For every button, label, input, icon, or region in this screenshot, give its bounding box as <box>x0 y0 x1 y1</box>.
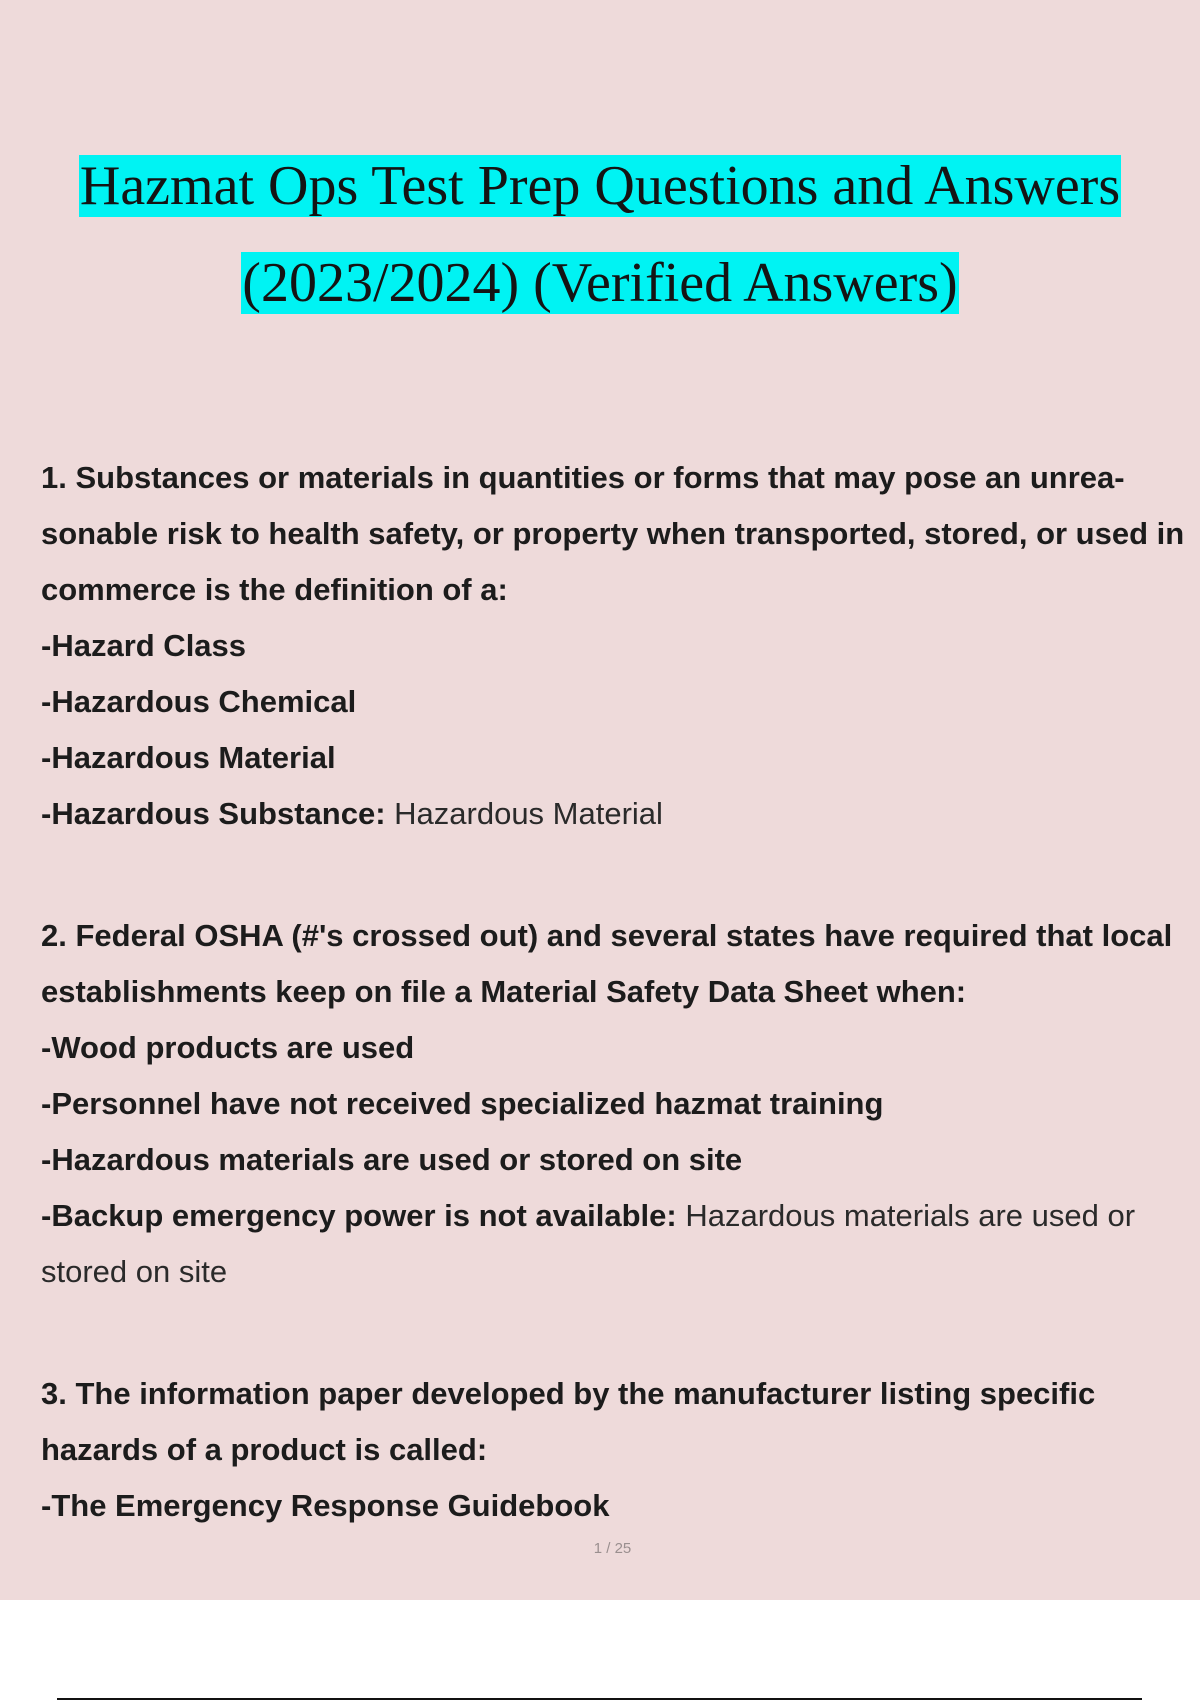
document-title <box>0 138 1200 332</box>
question-text: 3. The information paper developed by the manufacturer listing specific hazards of a product is called: <box>41 1376 1096 1467</box>
title-line-1: Hazmat Ops Test Prep Questions and Answers <box>79 155 1121 217</box>
answer-option: -Hazardous Substance: <box>41 796 386 831</box>
answer-option: -Wood products are used <box>41 1030 415 1065</box>
answer-option: -The Emergency Response Guidebook <box>41 1488 610 1523</box>
last-option-with-answer <box>41 1188 1191 1300</box>
correct-answer: Hazardous Material <box>394 796 663 831</box>
last-option-with-answer <box>41 786 1191 842</box>
question-block-2 <box>41 908 1191 1300</box>
question-text: 1. Substances or materials in quantities or forms that may pose an unrea-sonable risk to health safety, or property when transported, stored, or used in commerce is the definition of a: <box>41 460 1185 607</box>
question-text: 2. Federal OSHA (#'s crossed out) and several states have required that local establishments keep on file a Material Safety Data Sheet when: <box>41 918 1173 1009</box>
answer-option: -Personnel have not received specialized hazmat training <box>41 1086 884 1121</box>
question-block-1 <box>41 450 1191 842</box>
page-indicator: 1 / 25 <box>593 1540 632 1557</box>
title-line-2: (2023/2024) (Verified Answers) <box>242 252 958 314</box>
answer-option: -Backup emergency power is not available: <box>41 1198 677 1233</box>
correct-answer: Hazardous materials are used or stored on site <box>41 1198 1136 1289</box>
answer-option: -Hazardous materials are used or stored on site <box>41 1142 743 1177</box>
answer-option: -Hazard Class <box>41 628 247 663</box>
answer-option: -Hazardous Chemical <box>41 684 357 719</box>
answer-option: -Hazardous Material <box>41 740 336 775</box>
question-block-3 <box>41 1366 1191 1534</box>
